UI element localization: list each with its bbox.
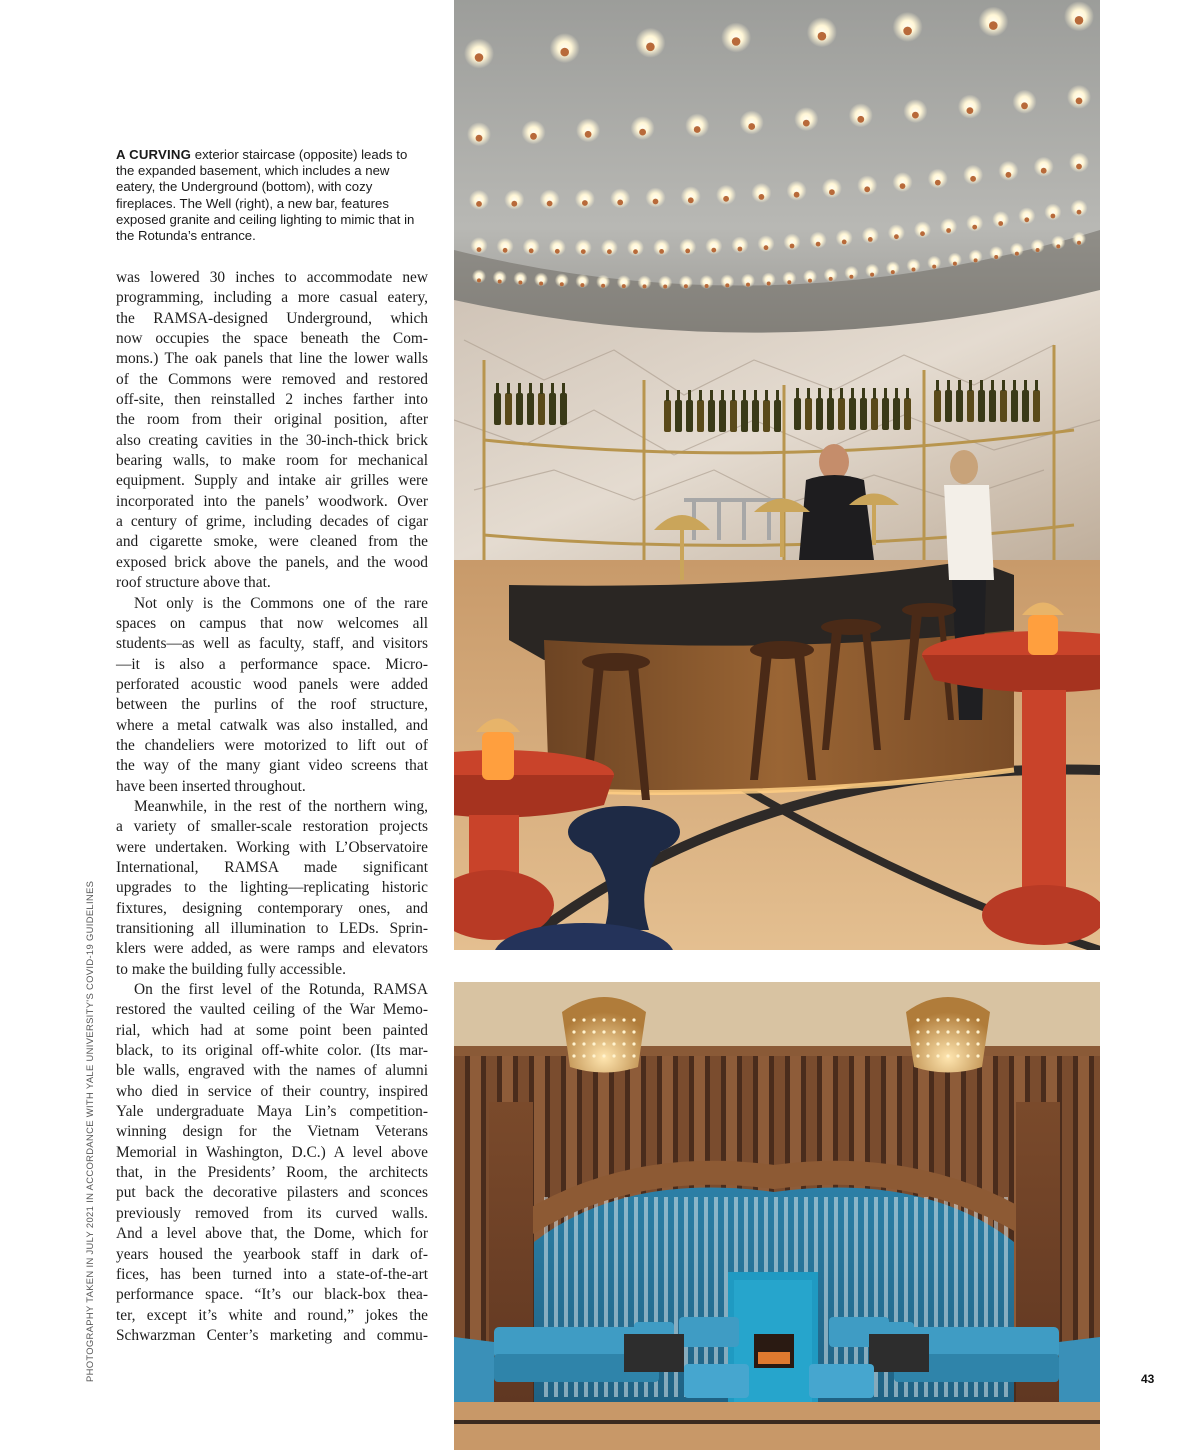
column-left (489, 1102, 533, 1450)
body-line: and cigarette smoke, were cleaned from the (116, 533, 428, 551)
body-line: On the first level of the Rotunda, RAMSA (134, 981, 428, 999)
body-line: mons.) The oak panels that line the lower walls (116, 350, 428, 368)
body-line: programming, including a more casual eatery, (116, 289, 428, 307)
caption-text: exterior staircase (opposite) leads to the expanded basement, which includes a new eatery, the Underground (bottom), with cozy fireplaces. The Well (right), a new bar, features exposed granite and ceiling lighting to mimic that in the Rotunda’s entrance. (116, 147, 415, 244)
body-line: years housed the yearbook staff in dark of- (116, 1245, 428, 1263)
body-line: transitioning all illumination to LEDs. Sprin- (116, 920, 428, 937)
body-line: Not only is the Commons one of the rare (134, 594, 428, 612)
body-line: previously removed from its curved walls. (116, 1204, 428, 1222)
body-line: rial, which had at some point been painted (116, 1021, 428, 1039)
body-line: off-site, then reinstalled 2 inches farther into (116, 391, 428, 409)
body-line: equipment. Supply and intake air grilles were (116, 472, 428, 490)
body-line: —it is also a performance space. Micro- (116, 655, 428, 673)
body-line: upgrades to the lighting—replicating historic (116, 879, 428, 897)
body-line: fices, has been turned into a state-of-the-art (116, 1265, 428, 1283)
body-line: of the Commons were removed and restored (116, 370, 428, 388)
body-line: have been inserted throughout. (116, 777, 306, 795)
floor (454, 1402, 1100, 1450)
body-line: also creating cavities in the 30-inch-thick brick (116, 431, 428, 449)
body-line: incorporated into the panels’ woodwork. Over (116, 492, 428, 510)
body-line: put back the decorative pilasters and sconces (116, 1184, 428, 1202)
body-line: roof structure above that. (116, 574, 271, 592)
body-line: performance space. “It’s our black-box thea- (116, 1286, 428, 1304)
body-line: the way of the many giant video screens that (116, 757, 428, 775)
body-line: black, to its original off-white color. (Its mar- (116, 1042, 428, 1060)
body-line: that, in the Presidents’ Room, the architects (116, 1164, 428, 1182)
bar-illustration (454, 0, 1100, 950)
body-line: perforated acoustic wood panels were added (116, 675, 428, 693)
body-line: exposed brick above the panels, and the wood (116, 553, 428, 571)
body-line: the RAMSA-designed Underground, which (116, 309, 428, 327)
body-line: a variety of smaller-scale restoration projects (116, 818, 428, 836)
body-line: where a metal catwalk was also installed, and (116, 716, 428, 734)
photo-the-well-bar (454, 0, 1100, 950)
photo-caption (116, 147, 428, 244)
body-line: bearing walls, to make room for mechanical (116, 452, 428, 470)
column-right (1016, 1102, 1060, 1450)
caption-lead: A CURVING (116, 147, 192, 162)
body-line: klers were added, as were ramps and elevators (116, 940, 428, 958)
body-line: was lowered 30 inches to accommodate new (116, 269, 428, 286)
body-line: a century of grime, including decades of cigar (116, 513, 428, 531)
underground-illustration (454, 982, 1100, 1450)
body-line: who died in service of their country, inspired (116, 1082, 428, 1100)
body-line: were undertaken. Working with L’Observatoire (116, 838, 428, 856)
ceiling (454, 982, 1100, 1052)
body-line: International, RAMSA made significant (116, 858, 428, 876)
page-number: 43 (1141, 1372, 1155, 1386)
body-line: students—as well as faculty, staff, and visitors (116, 635, 428, 653)
body-line: ble walls, engraved with the names of alumni (116, 1062, 428, 1080)
body-line: the chandeliers were motorized to lift out of (116, 736, 428, 754)
body-line: Yale undergraduate Maya Lin’s competition- (116, 1103, 428, 1121)
body-line: spaces on campus that now welcomes all (116, 614, 428, 632)
body-line: Memorial in Washington, D.C.) A level above (116, 1143, 428, 1161)
body-line: fixtures, designing contemporary ones, and (116, 899, 428, 917)
body-line: the room from their original position, after (116, 411, 428, 429)
body-line: winning design for the Vietnam Veterans (116, 1123, 428, 1141)
body-line: to make the building fully accessible. (116, 960, 346, 978)
photo-credit-vertical: PHOTOGRAPHY TAKEN IN JULY 2021 IN ACCORDANCE WITH YALE UNIVERSITY'S COVID-19 GUIDELINES (84, 880, 95, 1382)
body-line: Meanwhile, in the rest of the northern wing, (134, 797, 428, 815)
body-line: And a level above that, the Dome, which for (116, 1225, 428, 1243)
body-line: Schwarzman Center’s marketing and commu- (116, 1326, 428, 1344)
article-body (116, 268, 428, 1346)
body-line: between the purlins of the roof structure, (116, 696, 428, 714)
body-line: now occupies the space beneath the Com- (116, 330, 428, 348)
body-line: restored the vaulted ceiling of the War Memo- (116, 1001, 428, 1019)
photo-the-underground (454, 982, 1100, 1450)
body-line: ter, except it’s white and round,” jokes the (116, 1306, 428, 1324)
